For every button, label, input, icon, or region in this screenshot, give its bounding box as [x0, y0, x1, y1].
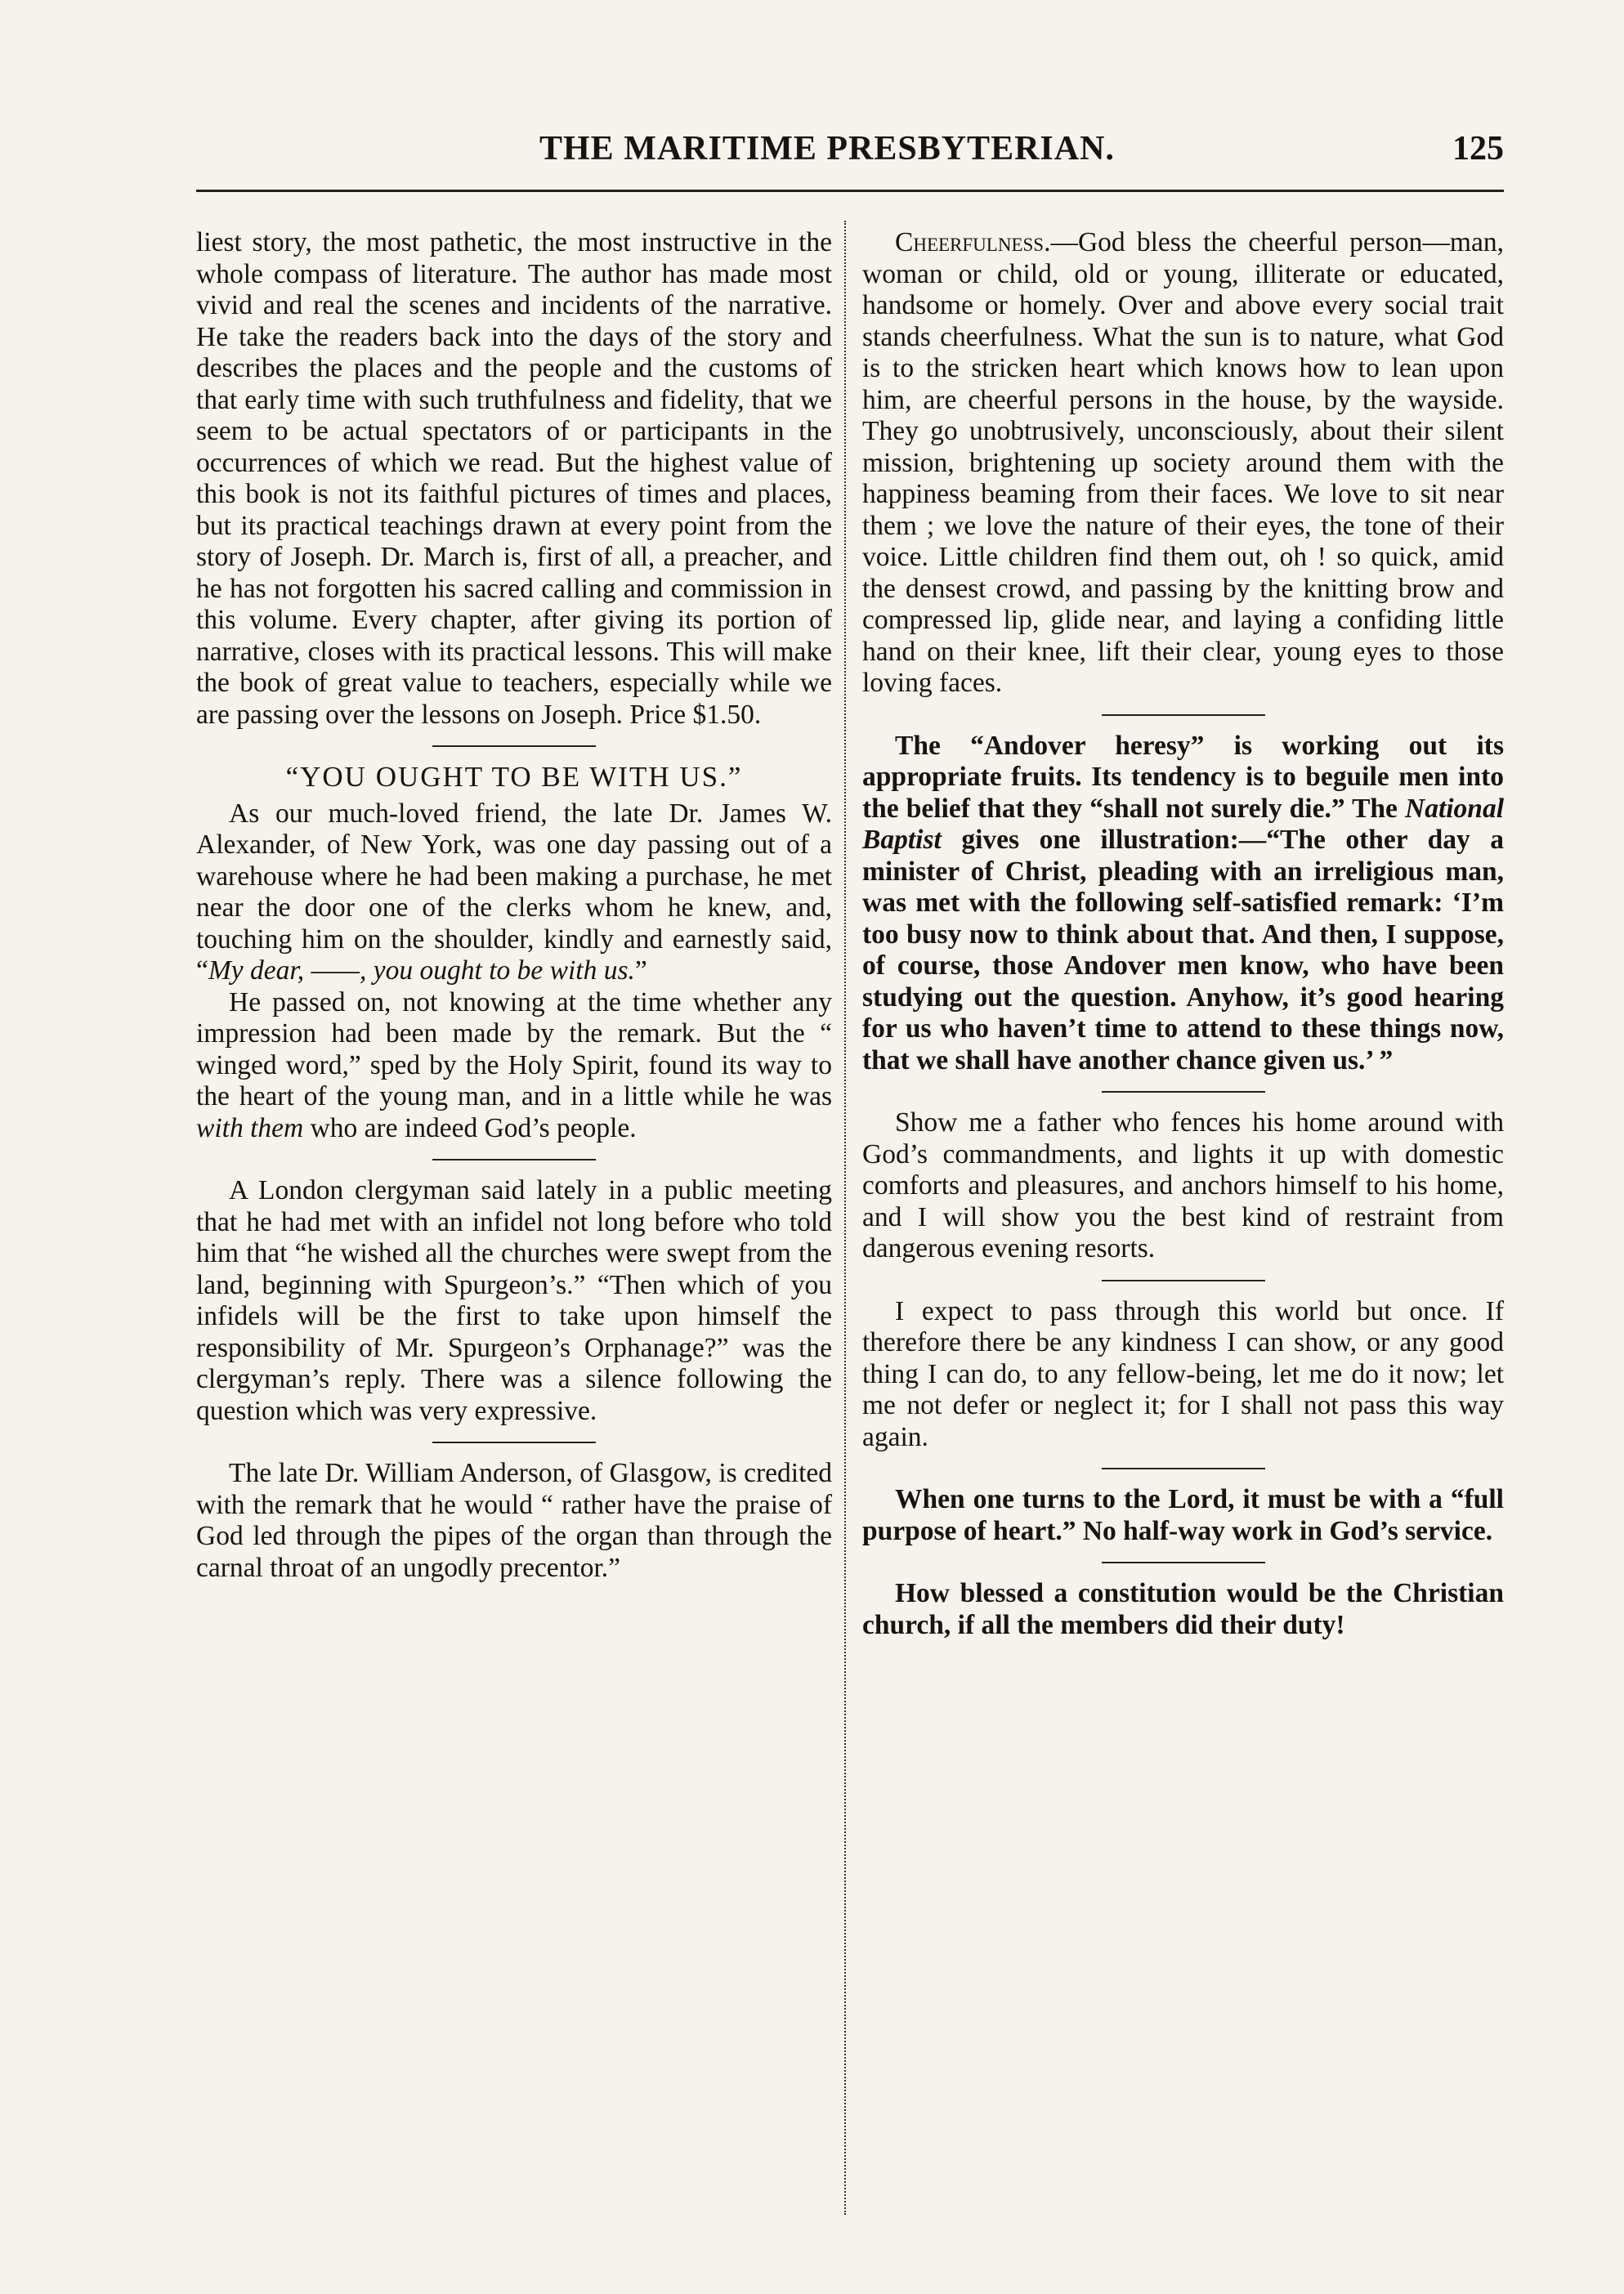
page-number: 125 — [1452, 130, 1504, 168]
with-them-phrase: with them — [196, 1112, 304, 1143]
book-review-paragraph: liest story, the most pathetic, the most instructive in the whole compass of literature. The author has made most vivid and real the scenes and incidents of the narrative. He take the readers back into the days of the story and describes the places and the people and the customs of that early time with such truthfulness and fidelity, that we seem to be actual spectators of or participants in the occurrences of which we read. But the highest value of this book is not its faithful pictures of times and places, but its practical teachings drawn at every point from the story of Joseph. Dr. March is, first of all, a preacher, and he has not forgotten his sacred calling and commission in this volume. Every chapter, after giving its portion of narrative, closes with its practical lessons. This will make the book of great value to teachers, especially while we are passing over the lessons on Joseph. Price $1.50. — [196, 227, 832, 730]
andover-text-start: The “Andover heresy” is working out its appropriate fruits. Its tendency is to beguile men into the belief that they “shall not surely die.” The — [862, 730, 1504, 824]
cheerfulness-label: Cheerfulness. — [895, 227, 1051, 257]
spurgeon-paragraph: A London clergyman said lately in a public meeting that he had met with an infidel not long before who told him that “he wished all the churches were swept from the land, beginning with Spurgeon’s.” “Then which of you infidels will be the first to take upon himself the responsibility of Mr. Spurgeon’s Orphanage?” was the clergyman’s reply. There was a silence following the question which was very expressive. — [196, 1175, 832, 1426]
winged-word-text-start: He passed on, not knowing at the time whether any impression had been made by the remark. But the “ winged word,” sped by the Holy Spirit, found its way to the heart of the young man, and in a little while he was — [196, 986, 832, 1111]
constitution-paragraph: How blessed a constitution would be the Christian church, if all the members did their duty! — [862, 1578, 1504, 1640]
separator-rule — [1102, 1562, 1265, 1563]
page-header — [196, 123, 1504, 180]
separator-rule — [1102, 1468, 1265, 1469]
separator-rule — [432, 745, 596, 747]
father-paragraph: Show me a father who fences his home around with God’s commandments, and lights it up with domestic comforts and pleasures, and anchors himself to his home, and I will show you the best kind of restraint from dangerous evening resorts. — [862, 1107, 1504, 1263]
national-baptist-title: National Baptist — [862, 793, 1504, 855]
publication-title: THE MARITIME PRESBYTERIAN. — [539, 130, 1115, 168]
separator-rule — [1102, 714, 1265, 716]
winged-word-paragraph — [196, 987, 832, 1145]
separator-rule — [1102, 1091, 1265, 1093]
winged-word-text-end: who are indeed God’s people. — [303, 1112, 637, 1143]
separator-rule — [1102, 1280, 1265, 1281]
separator-rule — [432, 1159, 596, 1160]
header-rule — [196, 190, 1504, 192]
article-headline: “YOU OUGHT TO BE WITH US.” — [285, 761, 743, 793]
alexander-text-end: ” — [634, 955, 647, 986]
full-purpose-paragraph: When one turns to the Lord, it must be with a “full purpose of heart.” No half-way work in God’s service. — [862, 1484, 1504, 1546]
pass-through-paragraph: I expect to pass through this world but once. If therefore there be any kindness I can show, or any good thing I can do, to any fellow-being, let me do it now; let me not defer or neglect it; for I shall not pass this way again. — [862, 1295, 1504, 1452]
separator-rule — [432, 1442, 596, 1443]
column-divider — [844, 221, 846, 2215]
cheerfulness-text: —God bless the cheerful person—man, woman or child, old or young, illiterate or educated, handsome or homely. Over and above every social trait stands cheerfulness. What the sun is to nature, what God is to the stricken heart which knows how to lean upon him, are cheerful persons in the house, by the wayside. They go unobtrusively, unconsciously, about their silent mission, brightening up society around them with the happiness beaming from their faces. We love to sit near them ; we love the nature of their eyes, the tone of their voice. Little children find them out, oh ! so quick, amid the densest crowd, and passing by the knitting brow and compressed lip, glide near, and laying a confiding little hand on their knee, lift their clear, young eyes to those loving faces. — [862, 227, 1504, 698]
andover-text-end: gives one illustration:—“The other day a minister of Christ, pleading with an irreligious man, was met with the following self-satisfied remark: ‘I’m too busy now to think about that. And then, I suppose, of course, those Andover men know, who have been studying out the question. Anyhow, it’s good hearing for us who haven’t time to attend to these things now, that we shall have another chance given us.’ ” — [862, 825, 1504, 1075]
anderson-paragraph: The late Dr. William Anderson, of Glasgow, is credited with the remark that he would “ rather have the praise of God led through the pipes of the organ than through the carnal throat of an ungodly precentor.” — [196, 1458, 832, 1583]
andover-paragraph — [862, 731, 1504, 1077]
alexander-paragraph — [196, 798, 832, 987]
left-column — [196, 227, 832, 1584]
alexander-text-start: As our much-loved friend, the late Dr. James W. Alexander, of New York, was one day passing out of a warehouse where he had been making a purchase, he met near the door one of the clerks whom he knew, and, touching him on the shoulder, kindly and earnestly said, “ — [196, 798, 832, 986]
right-column — [862, 227, 1504, 1641]
alexander-quote: My dear, ——, you ought to be with us. — [208, 955, 635, 986]
cheerfulness-paragraph — [862, 227, 1504, 700]
